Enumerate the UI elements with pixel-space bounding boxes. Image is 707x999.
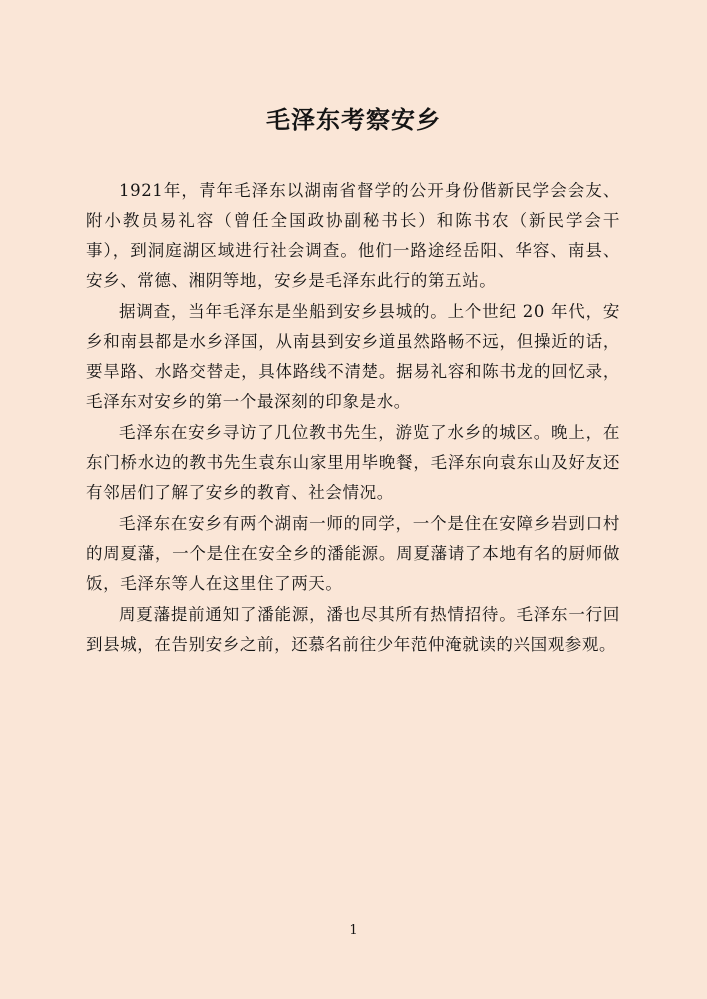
paragraph-2: 据调查，当年毛泽东是坐船到安乡县城的。上个世纪 20 年代，安乡和南县都是水乡泽国，从南县到安乡道虽然路畅不远，但操近的话，要旱路、水路交替走，具体路线不清楚。据易礼容和陈书龙的回忆录，毛泽东对安乡的第一个最深刻的印象是水。	[86, 302, 620, 411]
document-title: 毛泽东考察安乡	[266, 105, 441, 134]
document-body	[86, 176, 620, 661]
paragraph-4: 毛泽东在安乡有两个湖南一师的同学，一个是住在安障乡岩剅口村的周夏藩，一个是住在安全乡的潘能源。周夏藩请了本地有名的厨师做饭，毛泽东等人在这里住了两天。	[86, 514, 620, 593]
paragraph-5: 周夏藩提前通知了潘能源，潘也尽其所有热情招待。毛泽东一行回到县城，在告别安乡之前，还慕名前往少年范仲淹就读的兴国观参观。	[86, 605, 620, 654]
page-number: 1	[349, 923, 358, 938]
paragraph-1: 1921年，青年毛泽东以湖南省督学的公开身份偕新民学会会友、附小教员易礼容（曾任全国政协副秘书长）和陈书农（新民学会干事），到洞庭湖区域进行社会调查。他们一路途经岳阳、华容、南县、安乡、常德、湘阴等地，安乡是毛泽东此行的第五站。	[86, 181, 620, 290]
paragraph-3: 毛泽东在安乡寻访了几位教书先生，游览了水乡的城区。晚上，在东门桥水边的教书先生袁东山家里用毕晚餐，毛泽东向袁东山及好友还有邻居们了解了安乡的教育、社会情况。	[86, 423, 620, 502]
